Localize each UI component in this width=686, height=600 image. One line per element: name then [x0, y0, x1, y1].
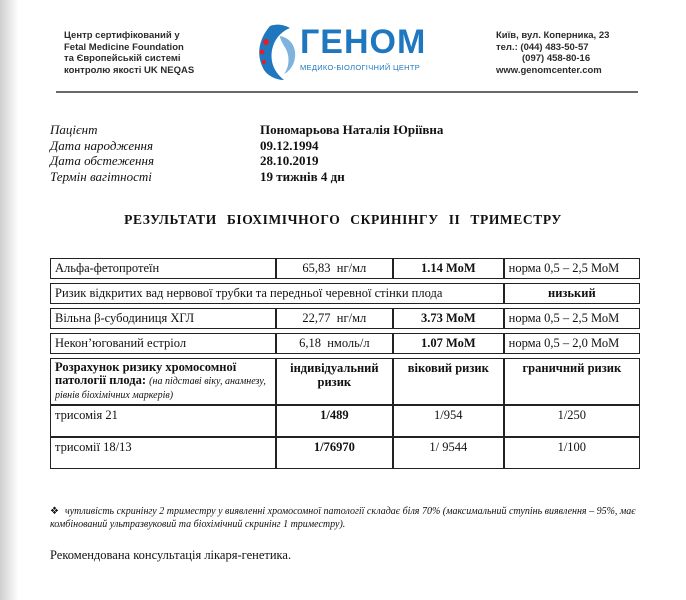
- birth-date: 09.12.1994: [260, 137, 319, 153]
- marker-name: Вільна β-субодиниця ХГЛ: [50, 308, 276, 329]
- patient-info: [50, 122, 443, 184]
- logo-name: ГЕНОМ: [300, 23, 427, 61]
- patient-row: [50, 153, 443, 169]
- patient-row: [50, 138, 443, 154]
- footnote-marker: ❖: [50, 506, 59, 517]
- marker-norm: норма 0,5 – 2,0 МоМ: [504, 333, 640, 354]
- risk-heading: Розрахунок ризику хромосомної патології плода:: [55, 360, 237, 387]
- patient-row: [50, 122, 443, 138]
- risk-row-t18-13: [50, 437, 640, 469]
- col-cutoff-risk: граничний ризик: [504, 358, 640, 405]
- patient-row: [50, 169, 443, 185]
- website-line: www.genomcenter.com: [496, 64, 602, 76]
- cert-line: Fetal Medicine Foundation: [64, 41, 184, 53]
- ntd-risk-row: [50, 283, 640, 304]
- exam-date-label: Дата обстеження: [50, 153, 154, 168]
- certification-block: [64, 30, 264, 76]
- risk-name: трисомія 21: [50, 405, 276, 437]
- risk-heading-cell: [50, 358, 276, 405]
- marker-norm: норма 0,5 – 2,5 МоМ: [504, 258, 640, 279]
- marker-value: 6,18 нмоль/л: [276, 333, 393, 354]
- page-edge-shadow: [0, 0, 18, 600]
- address-line: Київ, вул. Коперника, 23: [496, 30, 610, 41]
- phone-line: тел.: (044) 483-50-57: [496, 41, 589, 53]
- marker-row-hcg: [50, 308, 640, 329]
- col-age-risk: віковий ризик: [393, 358, 504, 405]
- results-table: [50, 258, 640, 469]
- cert-line: контролю якості UK NEQAS: [64, 64, 195, 76]
- risk-header-row: [50, 358, 640, 405]
- risk-cutoff: 1/100: [504, 437, 640, 469]
- ntd-risk-result: низький: [504, 283, 640, 304]
- risk-age: 1/ 9544: [393, 437, 504, 469]
- birth-date-label: Дата народження: [50, 137, 154, 153]
- col-individual-risk: індивідуальний ризик: [276, 358, 393, 405]
- header-divider: [56, 91, 638, 93]
- recommendation: Рекомендована консультація лікаря-генетика.: [50, 548, 292, 562]
- risk-heading-note: (на підставі віку, анамнезу, рівнів біохімічних маркерів): [55, 376, 266, 401]
- risk-age: 1/954: [393, 405, 504, 437]
- marker-value: 65,83 нг/мл: [276, 258, 393, 279]
- marker-mom: 1.14 МоМ: [393, 258, 504, 279]
- marker-row-ue3: [50, 333, 640, 354]
- risk-row-t21: [50, 405, 640, 437]
- contact-block: [496, 30, 646, 76]
- cert-line: та Європейській системі: [64, 53, 181, 64]
- footnote: [50, 506, 658, 531]
- ntd-risk-text: Ризик відкритих вад нервової трубки та передньої черевної стінки плода: [50, 283, 504, 304]
- report-title: РЕЗУЛЬТАТИ БІОХІМІЧНОГО СКРИНІНГУ ІІ ТРИМЕСТРУ: [124, 212, 562, 227]
- marker-norm: норма 0,5 – 2,5 МоМ: [504, 308, 640, 329]
- phone-line: (097) 458-80-16: [522, 53, 591, 64]
- logo-text: [300, 22, 426, 72]
- marker-name: Альфа-фетопротеїн: [50, 258, 276, 279]
- risk-name: трисомії 18/13: [50, 437, 276, 469]
- marker-row-afp: [50, 258, 640, 279]
- footnote-text: чутливість скринінгу 2 триместру у виявленні хромосомної патології складає біля 70% (максимальний ступінь виявлення – 95%, має комбінований ультразвуковий та біохімічний скринінг 1 триместру).: [50, 506, 636, 530]
- gestation-label: Термін вагітності: [50, 168, 152, 184]
- logo-subtitle: МЕДИКО-БІОЛОГІЧНИЙ ЦЕНТР: [300, 63, 421, 72]
- gestation-term: 19 тижнів 4 дн: [260, 168, 345, 184]
- marker-value: 22,77 нг/мл: [276, 308, 393, 329]
- exam-date: 28.10.2019: [260, 153, 319, 168]
- marker-name: Некон’югований естріол: [50, 333, 276, 354]
- patient-name: Пономарьова Наталія Юріївна: [260, 122, 444, 137]
- patient-label: Пацієнт: [50, 122, 98, 137]
- marker-mom: 3.73 МоМ: [393, 308, 504, 329]
- risk-individual: 1/76970: [276, 437, 393, 469]
- risk-cutoff: 1/250: [504, 405, 640, 437]
- marker-mom: 1.07 МоМ: [393, 333, 504, 354]
- cert-line: Центр сертифікований у: [64, 30, 180, 41]
- risk-individual: 1/489: [276, 405, 393, 437]
